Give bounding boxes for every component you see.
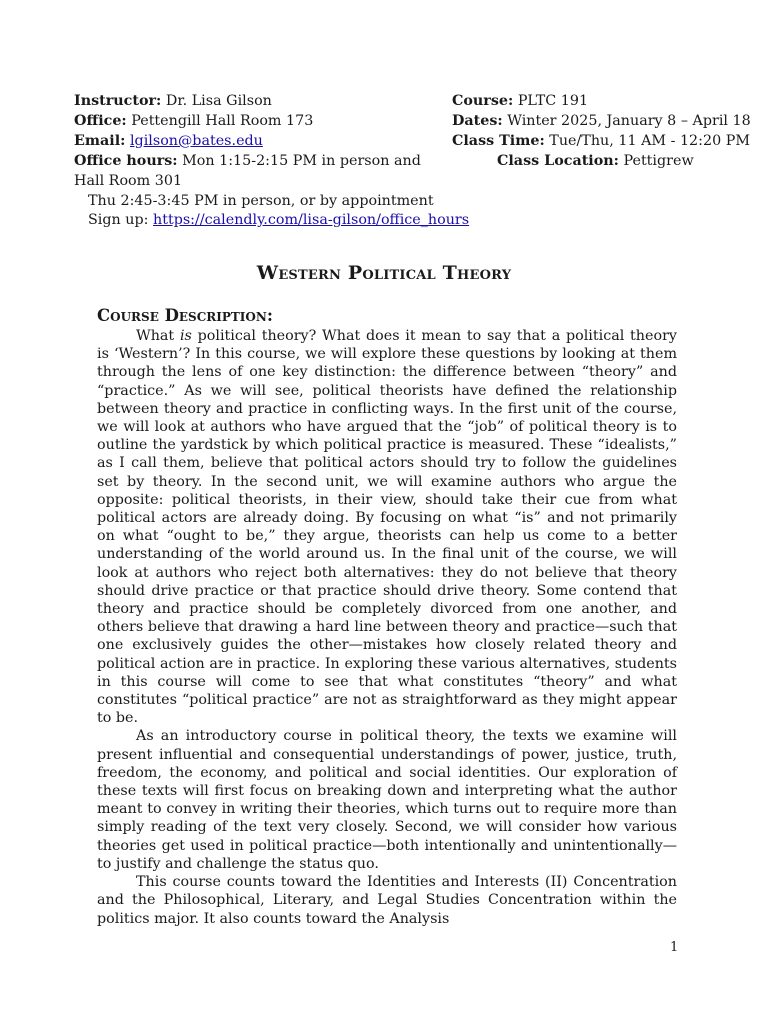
- description-paragraph-2: As an introductory course in political theory, the texts we examine will present influential and consequential understandings of power, justice, truth, freedom, the economy, and political and social identities. Our exploration of these texts will first focus on breaking down and interpreting what the author meant to convey in writing their theories, which turns out to require more than simply reading of the text very closely. Second, we will consider how various theories get used in political practice—both intentionally and unintentionally—to justify and challenge the status quo.: [97, 728, 677, 872]
- page-number: 1: [670, 940, 679, 955]
- office-line: Office: Pettengill Hall Room 173: [74, 112, 314, 129]
- instructor-info: [74, 92, 469, 231]
- office-hours-line: Office hours: Mon 1:15-2:15 PM in person and: [74, 152, 421, 169]
- office-hours-line-3: Thu 2:45-3:45 PM in person, or by appointment: [88, 192, 434, 209]
- class-time-line: Class Time: Tue/Thu, 11 AM - 12:20 PM: [452, 132, 750, 149]
- description-paragraph-3: This course counts toward the Identities and Interests (II) Concentration and the Philosophical, Literary, and Legal Studies Concentration within the politics major. It also counts toward the Analysis: [97, 874, 677, 927]
- instructor-line: Instructor: Dr. Lisa Gilson: [74, 93, 272, 109]
- description-paragraph-1: What is political theory? What does it mean to say that a political theory is ‘Western’? In this course, we will explore these questions by looking at them through the lens of one key distinction: the difference between “theory” and “practice.” As we will see, political theorists have defined the relationship between theory and practice in conflicting ways. In the first unit of the course, we will look at authors who have argued that the “job” of political theory is to outline the yardstick by which political practice is measured. These “idealists,” as I call them, believe that political actors should try to follow the guidelines set by theory. In the second unit, we will examine authors who argue the opposite: political theorists, in their view, should take their cue from what political actors are already doing. By focusing on what “is” and not primarily on what “ought to be,” they argue, theorists can help us come to a better understanding of the world around us. In the final unit of the course, we will look at authors who reject both alternatives: they do not believe that theory should drive practice or that practice should drive theory. Some contend that theory and practice should be completely divorced from one another, and others believe that drawing a hard line between theory and practice—such that one exclusively guides the other—mistakes how closely related theory and political action are in practice. In exploring these various alternatives, students in this course will come to see that what constitutes “theory” and what constitutes “political practice” are not as straightforward as they might appear to be.: [97, 328, 677, 727]
- course-line: Course: PLTC 191: [452, 93, 589, 109]
- course-title: Western Political Theory: [256, 262, 512, 284]
- signup-line: Sign up: https://calendly.com/lisa-gilson/office_hours: [88, 212, 470, 229]
- class-location-line: Class Location: Pettigrew: [497, 152, 694, 169]
- section-heading: Course Description:: [97, 306, 273, 325]
- course-info: [452, 92, 751, 172]
- course-description: [97, 327, 677, 928]
- office-hours-line-2: Hall Room 301: [74, 172, 183, 189]
- email-link[interactable]: lgilson@bates.edu: [129, 132, 263, 149]
- dates-line: Dates: Winter 2025, January 8 – April 18: [452, 112, 751, 129]
- calendly-link[interactable]: https://calendly.com/lisa-gilson/office_hours: [153, 212, 470, 229]
- email-line: Email: lgilson@bates.edu: [74, 132, 263, 149]
